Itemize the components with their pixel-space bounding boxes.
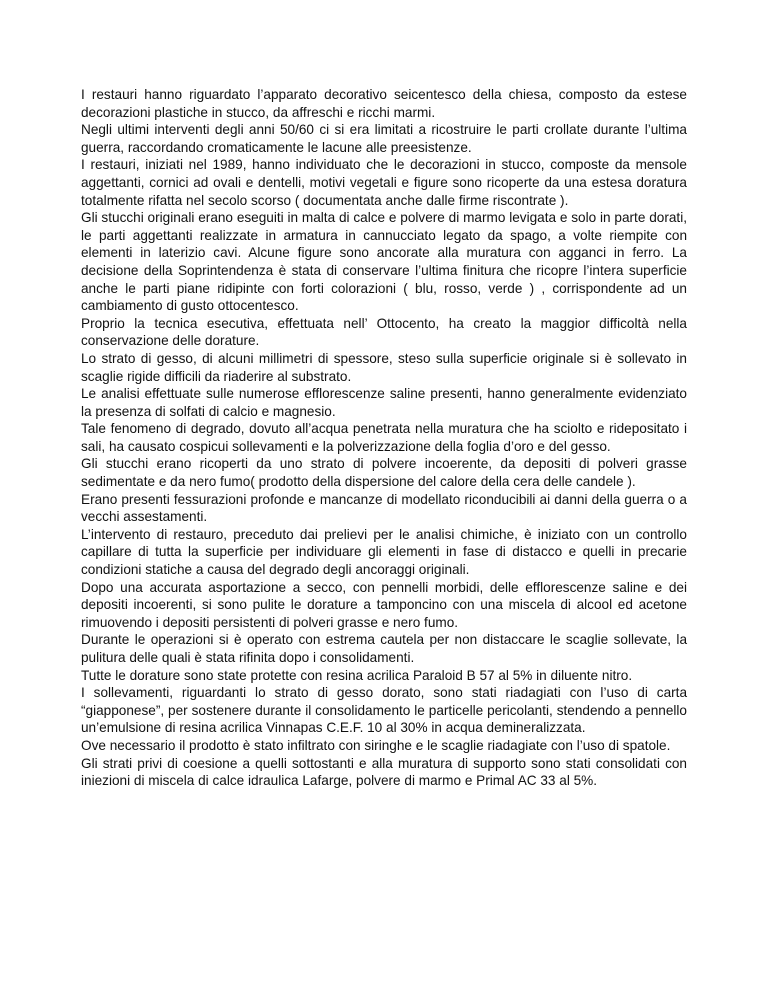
paragraph-intervention: L’intervento di restauro, preceduto dai prelievi per le analisi chimiche, è iniziato con un controllo capillare di tutta la superficie per individuare gli elementi in fase di distacco e quelli in precarie condizioni statiche a causa del degrado degli ancoraggi originali. <box>81 526 687 578</box>
paragraph-gesso-layer: Lo strato di gesso, di alcuni millimetri di spessore, steso sulla superficie originale si è sollevato in scaglie rigide difficili da riaderire al substrato. <box>81 350 687 384</box>
paragraph-cracks: Erano presenti fessurazioni profonde e mancanze di modellato riconducibili ai danni della guerra o a vecchi assestamenti. <box>81 491 687 525</box>
paragraph-consolidation: Gli strati privi di coesione a quelli sottostanti e alla muratura di supporto sono stati consolidati con iniezioni di miscela di calce idraulica Lafarge, polvere di marmo e Primal AC 33 al 5%. <box>81 755 687 789</box>
paragraph-original-stucco: Gli stucchi originali erano eseguiti in malta di calce e polvere di marmo levigata e solo in parte dorati, le parti aggettanti realizzate in armatura in cannucciato legato da spago, a volte riempite con elementi in laterizio cavi. Alcune figure sono ancorate alla muratura con agganci in ferro. La decisione della Soprintendenza è stata di conservare l’ultima finitura che ricopre l’intera superficie anche le parti piane ridipinte con forti colorazioni ( blu, rosso, verde ) , corrispondente ad un cambiamento di gusto ottocentesco. <box>81 210 687 314</box>
paragraph-execution-technique: Proprio la tecnica esecutiva, effettuata nell’ Ottocento, ha creato la maggior difficoltà nella conservazione delle dorature. <box>81 315 687 349</box>
paragraph-caution: Durante le operazioni si è operato con estrema cautela per non distaccare le scaglie sollevate, la pulitura delle quali è stata rifinita dopo i consolidamenti. <box>81 632 687 665</box>
paragraph-intro: I restauri hanno riguardato l’apparato decorativo seicentesco della chiesa, composto da estese decorazioni plastiche in stucco, da affreschi e ricchi marmi. <box>81 87 687 120</box>
document-body <box>81 86 687 790</box>
paragraph-dust-deposits: Gli stucchi erano ricoperti da uno strato di polvere incoerente, da depositi di polveri grasse sedimentate e da nero fumo( prodotto della dispersione del calore della cera delle candele ). <box>81 456 687 490</box>
paragraph-cleaning: Dopo una accurata asportazione a secco, con pennelli morbidi, delle efflorescenze saline e dei depositi incoerenti, si sono pulite le dorature a tamponcino con una miscela di alcool ed acetone rimuovendo i depositi persistenti di polveri grasse e nero fumo. <box>81 579 687 630</box>
paragraph-infiltration: Ove necessario il prodotto è stato infiltrato con siringhe e le scaglie riadagiate con l’uso di spatole. <box>81 737 671 753</box>
paragraph-restoration-findings: I restauri, iniziati nel 1989, hanno individuato che le decorazioni in stucco, composte da mensole aggettanti, cornici ad ovali e dentelli, motivi vegetali e figure sono ricoperte da una estesa doratura totalmente rifatta nel secolo scorso ( documentata anche dalle firme riscontrate ). <box>81 157 687 208</box>
paragraph-previous-interventions: Negli ultimi interventi degli anni 50/60 ci si era limitati a ricostruire le parti crollate durante l’ultima guerra, raccordando cromaticamente le lacune alle preesistenze. <box>81 122 687 155</box>
paragraph-readhesion: I sollevamenti, riguardanti lo strato di gesso dorato, sono stati riadagiati con l’uso di carta “giapponese”, per sostenere durante il consolidamento le particelle pericolanti, stendendo a pennello un’emulsione di resina acrilica Vinnapas C.E.F. 10 al 30% in acqua demineralizzata. <box>81 685 687 736</box>
paragraph-saline-analysis: Le analisi effettuate sulle numerose efflorescenze saline presenti, hanno generalmente evidenziato la presenza di solfati di calcio e magnesio. <box>81 386 687 419</box>
paragraph-degradation: Tale fenomeno di degrado, dovuto all’acqua penetrata nella muratura che ha sciolto e ridepositato i sali, ha causato cospicui sollevamenti e la polverizzazione della foglia d’oro e del gesso. <box>81 421 687 454</box>
paragraph-protection: Tutte le dorature sono state protette con resina acrilica Paraloid B 57 al 5% in diluente nitro. <box>81 667 633 683</box>
